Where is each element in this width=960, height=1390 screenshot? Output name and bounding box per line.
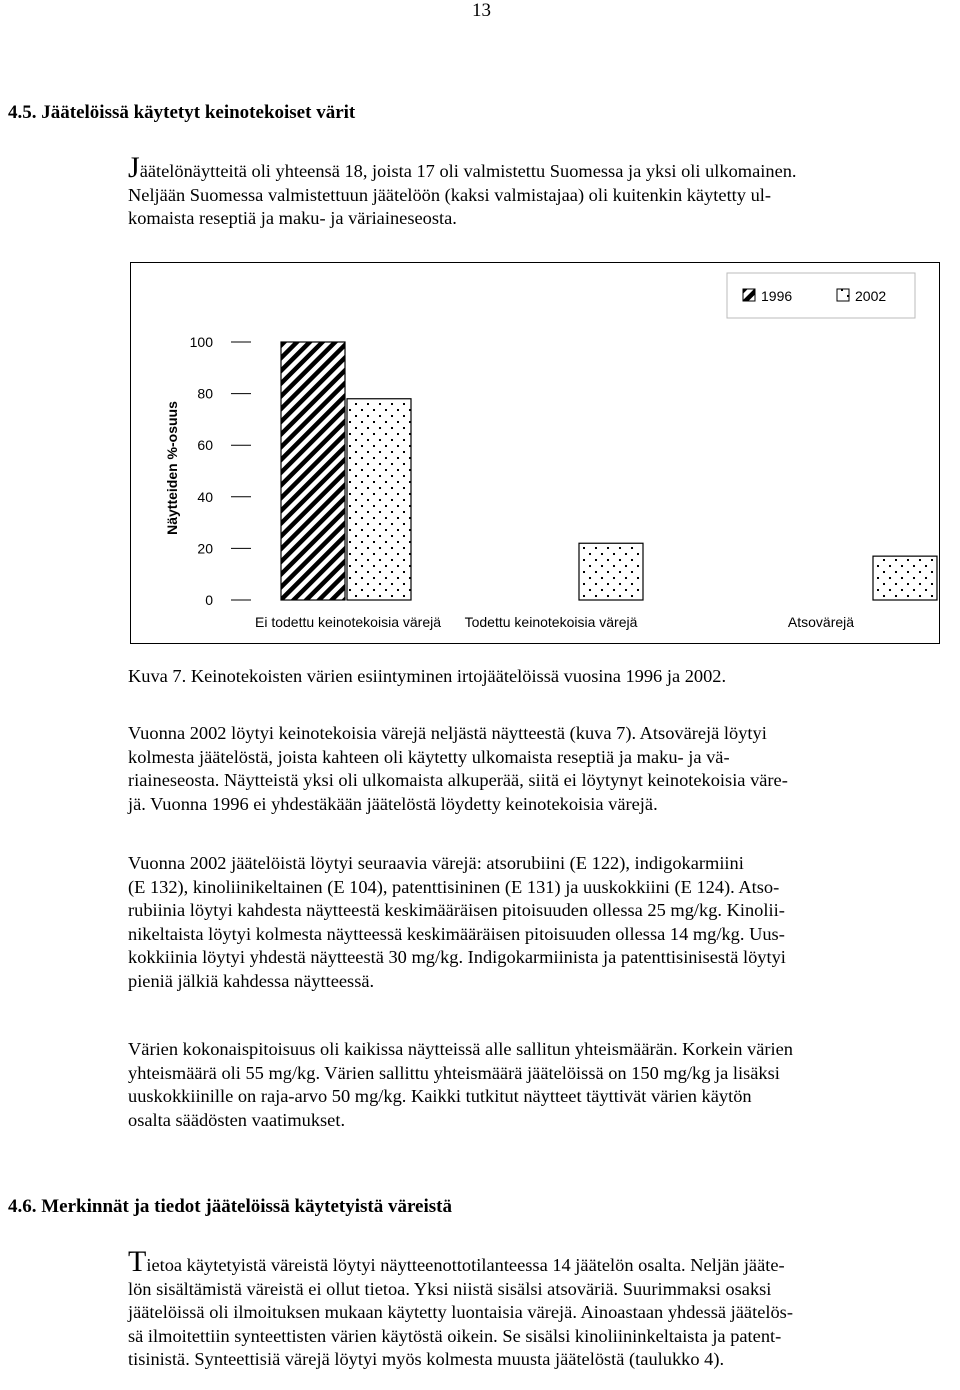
x-category-label: Todettu keinotekoisia värejä — [464, 614, 638, 630]
chart-svg — [131, 263, 941, 645]
section-heading-4-5: 4.5. Jäätelöissä käytetyt keinotekoiset värit — [8, 102, 356, 123]
paragraph-3 — [128, 852, 928, 994]
bar-chart — [130, 262, 940, 644]
dropcap: T — [128, 1245, 147, 1278]
legend-label-1996: 1996 — [761, 288, 793, 304]
text-line: äätelönäytteitä oli yhteensä 18, joista 17 oli valmistettu Suomessa ja yksi oli ulkomainen. — [139, 161, 797, 181]
text-line: (E 132), kinoliinikeltainen (E 104), patenttisininen (E 131) ja uuskokkiini (E 124). Atso- — [128, 876, 780, 897]
bar-2002-1 — [579, 543, 643, 600]
y-tick-label: 80 — [197, 385, 213, 402]
text-line: Neljään Suomessa valmistettuun jäätelöön (kaksi valmistajaa) oli kuitenkin käytetty ul- — [128, 184, 772, 205]
bar-2002-0 — [347, 399, 411, 600]
text-line: kolmesta jäätelöstä, joista kahteen oli käytetty ulkomaista reseptiä ja maku- ja vä- — [128, 746, 730, 767]
y-tick-label: 0 — [205, 592, 213, 608]
page-number: 13 — [472, 0, 491, 21]
text-line: sä ilmoitettiin synteettisten värien käytöstä oikein. Se sisälsi kinoliininkeltaista ja patent- — [128, 1325, 782, 1346]
text-line: Värien kokonaispitoisuus oli kaikissa näytteissä alle sallitun yhteismäärän. Korkein värien — [128, 1039, 793, 1059]
legend-swatch-1996 — [743, 289, 755, 301]
y-tick-label: 60 — [197, 437, 213, 454]
paragraph-4 — [128, 1038, 928, 1132]
bar-1996-0 — [281, 342, 345, 600]
legend-swatch-2002 — [837, 289, 849, 301]
text-line: riaineseosta. Näytteistä yksi oli ulkomaista alkuperää, siitä ei löytynyt keinotekoisia väre- — [128, 770, 788, 791]
bar-2002-2 — [873, 556, 937, 600]
paragraph-2 — [128, 722, 928, 816]
figure-caption: Kuva 7. Keinotekoisten värien esiintyminen irtojäätelöissä vuosina 1996 ja 2002. — [128, 666, 727, 686]
text-line: uuskokkiinille on raja-arvo 50 mg/kg. Kaikki tutkitut näytteet täyttivät värien käytön — [128, 1086, 752, 1107]
y-tick-label: 20 — [197, 540, 213, 557]
intro-paragraph — [128, 151, 928, 231]
text-line: ietoa käytetyistä väreistä löytyi näytteenottotilanteessa 14 jäätelön osalta. Neljän jääte- — [146, 1255, 785, 1275]
text-line: osalta säädösten vaatimukset. — [128, 1109, 346, 1130]
text-line: pieniä jälkiä kahdessa näytteessä. — [128, 970, 375, 991]
paragraph-5 — [128, 1245, 928, 1372]
text-line: yhteismäärä oli 55 mg/kg. Värien sallittu yhteismäärä jäätelöissä on 150 mg/kg ja lisäksi — [128, 1062, 780, 1083]
text-line: lön sisältämistä väreistä ei ollut tietoa. Yksi niistä sisälsi atsoväriä. Suurimmaksi osaksi — [128, 1278, 772, 1299]
text-line: jäätelöissä oli ilmoituksen mukaan käytetty luontaisia värejä. Ainoastaan yhdessä jäätelös- — [128, 1302, 793, 1323]
section-heading-4-6: 4.6. Merkinnät ja tiedot jäätelöissä käytetyistä väreistä — [8, 1196, 452, 1217]
y-tick-label: 40 — [197, 488, 213, 505]
x-category-label: Atsovärejä — [787, 614, 855, 630]
legend-label-2002: 2002 — [855, 288, 887, 304]
text-line: tisinistä. Synteettisiä värejä löytyi myös kolmesta muusta jäätelöstä (taulukko 4). — [128, 1349, 725, 1370]
text-line: nikeltaista löytyi kolmesta näytteessä keskimääräisen pitoisuuden ollessa 14 mg/kg. Uus- — [128, 923, 785, 944]
text-line: jä. Vuonna 1996 ei yhdestäkään jäätelöstä löydetty keinotekoisia värejä. — [128, 793, 658, 814]
dropcap: J — [128, 151, 140, 184]
x-category-label: Ei todettu keinotekoisia värejä — [255, 614, 441, 630]
text-line: Vuonna 2002 jäätelöistä löytyi seuraavia värejä: atsorubiini (E 122), indigokarmiini — [128, 853, 744, 873]
y-axis-label: Näytteiden %-osuus — [164, 401, 180, 535]
y-tick-label: 100 — [189, 334, 213, 350]
text-line: komaista reseptiä ja maku- ja väriaineseosta. — [128, 208, 457, 229]
text-line: Vuonna 2002 löytyi keinotekoisia värejä neljästä näytteestä (kuva 7). Atsovärejä löytyi — [128, 723, 767, 743]
text-line: rubiinia löytyi kahdesta näytteestä keskimääräisen pitoisuuden ollessa 25 mg/kg. Kinolii- — [128, 900, 785, 921]
text-line: kokkiinia löytyi yhdestä näytteestä 30 mg/kg. Indigokarmiinista ja patenttisinisestä löytyi — [128, 947, 786, 968]
